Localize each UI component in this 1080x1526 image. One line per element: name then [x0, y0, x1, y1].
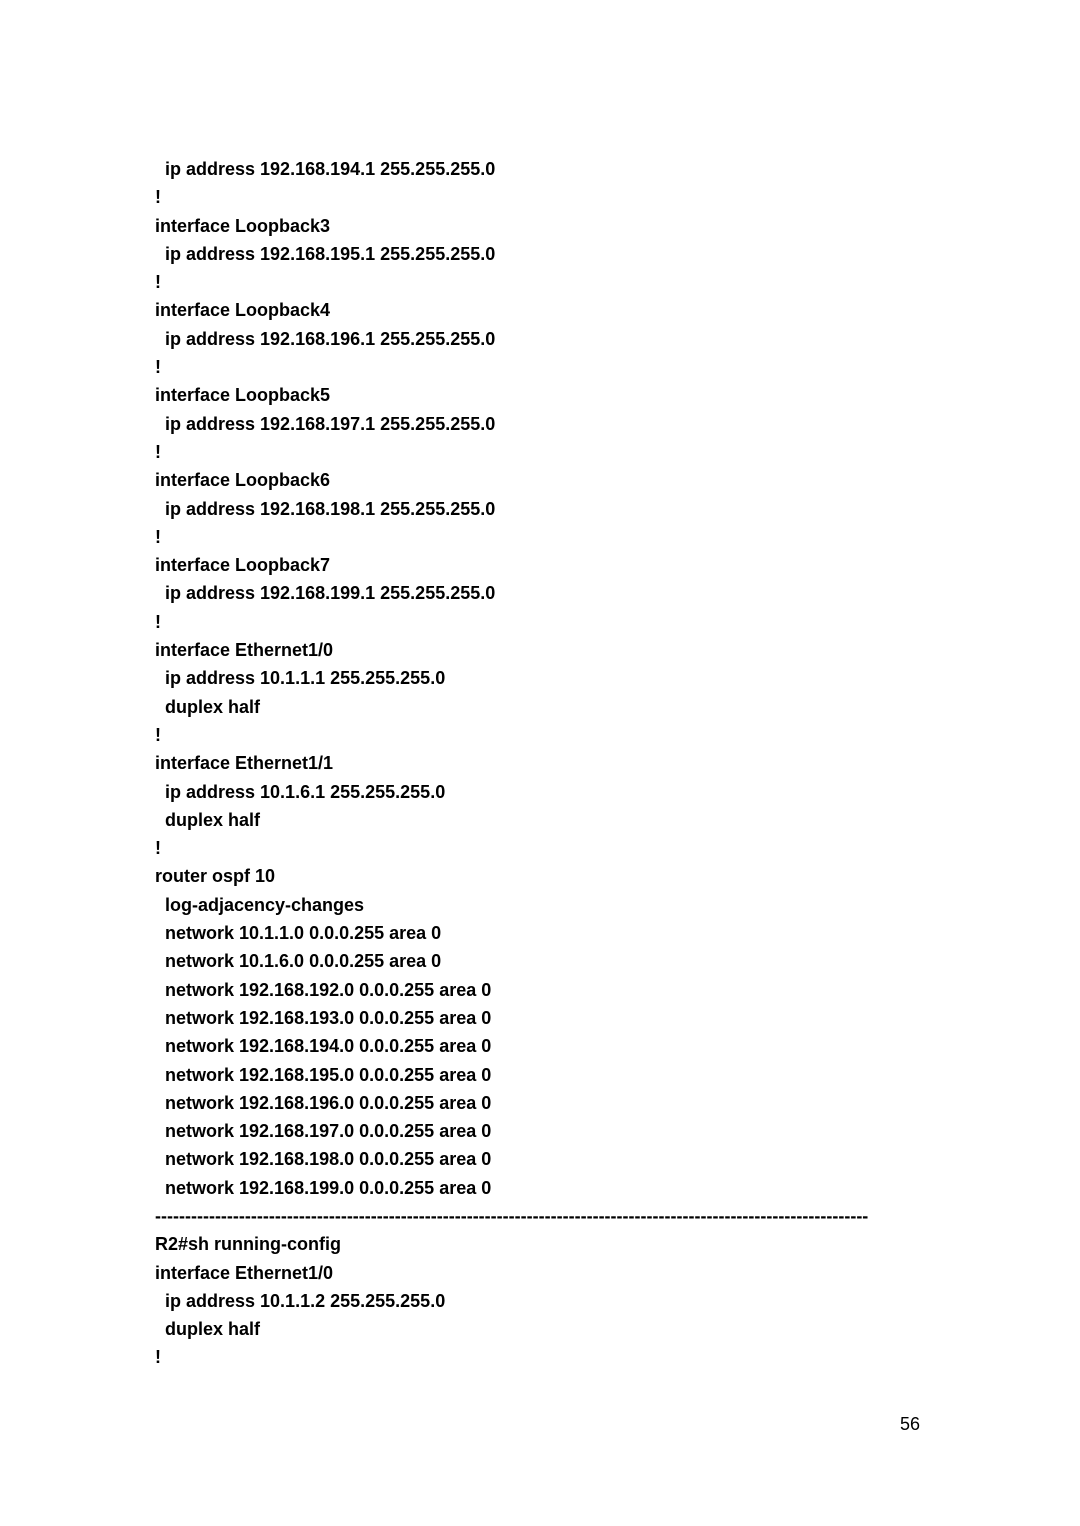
interface-declaration: interface Loopback5: [155, 385, 331, 406]
page-number: 56: [899, 1414, 920, 1434]
config-line: network 192.168.199.0 0.0.0.255 area 0: [165, 1177, 492, 1198]
config-line: network 10.1.6.0 0.0.0.255 area 0: [165, 951, 442, 972]
interface-declaration: interface Ethernet1/0: [155, 640, 334, 661]
config-line: ip address 10.1.6.1 255.255.255.0: [165, 781, 446, 802]
config-line: ip address 192.168.199.1 255.255.255.0: [165, 583, 496, 604]
config-line: network 192.168.196.0 0.0.0.255 area 0: [165, 1092, 492, 1113]
config-delimiter: !: [155, 1347, 161, 1368]
config-line: network 192.168.195.0 0.0.0.255 area 0: [165, 1064, 492, 1085]
interface-declaration: interface Ethernet1/1: [155, 753, 334, 774]
config-delimiter: !: [155, 526, 161, 547]
interface-declaration: interface Loopback4: [155, 300, 331, 321]
config-line: log-adjacency-changes: [165, 894, 365, 915]
config-delimiter: !: [155, 838, 161, 859]
router-declaration: router ospf 10: [155, 866, 276, 887]
config-line: ip address 192.168.197.1 255.255.255.0: [165, 413, 496, 434]
config-line: ip address 10.1.1.1 255.255.255.0: [165, 668, 446, 689]
config-line: network 10.1.1.0 0.0.0.255 area 0: [165, 923, 442, 944]
interface-declaration: interface Loopback3: [155, 215, 331, 236]
config-listing: [155, 155, 925, 1372]
config-line: ip address 192.168.196.1 255.255.255.0: [165, 328, 496, 349]
interface-declaration: interface Loopback7: [155, 555, 331, 576]
config-delimiter: !: [155, 187, 161, 208]
config-line: duplex half: [165, 696, 261, 717]
config-line: network 192.168.192.0 0.0.0.255 area 0: [165, 979, 492, 1000]
config-line: network 192.168.197.0 0.0.0.255 area 0: [165, 1121, 492, 1142]
config-line: ip address 10.1.1.2 255.255.255.0: [165, 1290, 446, 1311]
interface-declaration: interface Loopback6: [155, 470, 331, 491]
config-line: network 192.168.198.0 0.0.0.255 area 0: [165, 1149, 492, 1170]
prompt-command: R2#sh running-config: [155, 1234, 341, 1255]
config-line: duplex half: [165, 1319, 261, 1340]
config-delimiter: !: [155, 724, 161, 745]
config-line: ip address 192.168.194.1 255.255.255.0: [165, 159, 496, 179]
config-delimiter: !: [155, 611, 161, 632]
config-delimiter: !: [155, 357, 161, 378]
config-delimiter: !: [155, 441, 161, 462]
config-line: ip address 192.168.195.1 255.255.255.0: [165, 243, 496, 264]
config-line: duplex half: [165, 809, 261, 830]
config-line: ip address 192.168.198.1 255.255.255.0: [165, 498, 496, 519]
interface-declaration: interface Ethernet1/0: [155, 1262, 334, 1283]
config-line: network 192.168.194.0 0.0.0.255 area 0: [165, 1036, 492, 1057]
config-line: network 192.168.193.0 0.0.0.255 area 0: [165, 1007, 492, 1028]
config-delimiter: !: [155, 272, 161, 293]
separator-line: -----------------------------------------------------------------------------------------------------------------------: [155, 1205, 869, 1226]
